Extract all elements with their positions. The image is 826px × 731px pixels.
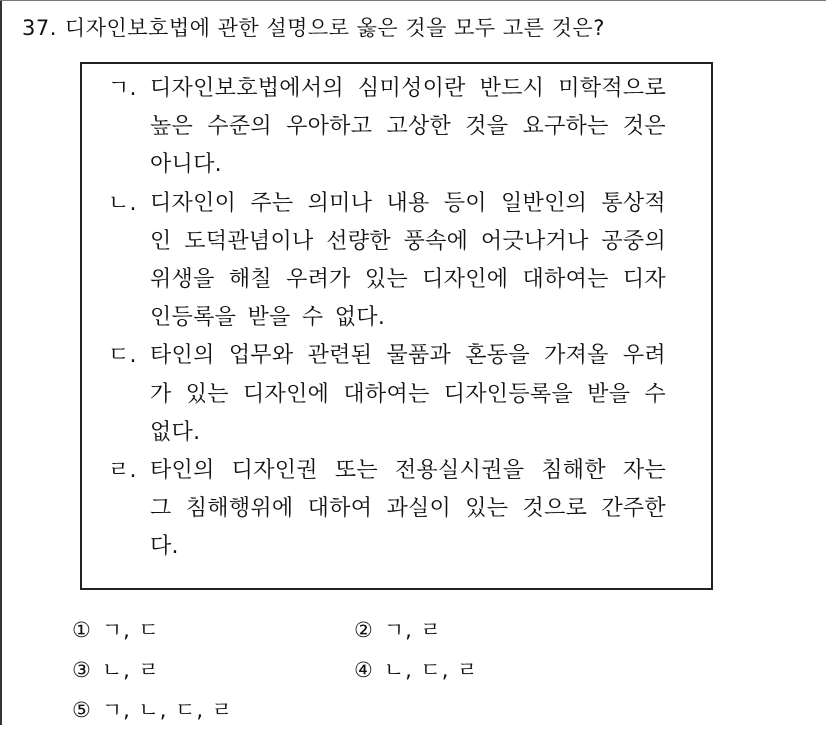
choice-text: ㄱ, ㄴ, ㄷ, ㄹ xyxy=(101,698,234,722)
answer-choice-3[interactable] xyxy=(72,650,160,691)
choice-number: ④ xyxy=(354,658,374,682)
choice-text: ㄱ, ㄹ xyxy=(383,618,442,642)
choice-text: ㄱ, ㄷ xyxy=(101,618,160,642)
choice-text: ㄴ, ㄹ xyxy=(101,658,160,682)
answer-choice-1[interactable] xyxy=(72,610,160,651)
statement-item xyxy=(108,185,666,338)
statement-item xyxy=(108,70,666,185)
page-left-border xyxy=(0,0,2,725)
question-stem xyxy=(22,12,605,44)
statement-marker: ㄴ. xyxy=(108,190,137,216)
statement-marker: ㄱ. xyxy=(108,76,137,101)
answer-choice-5[interactable] xyxy=(72,690,233,731)
statement-marker: ㄷ. xyxy=(108,343,137,369)
question-number: 37. xyxy=(22,16,57,40)
answer-choice-2[interactable] xyxy=(354,610,442,651)
statement-text: 디자인이 주는 의미나 내용 등이 일반인의 통상적인 도덕관념이나 선량한 풍속에 어긋나거나 공중의 위생을 해칠 우려가 있는 디자인에 대하여는 디자인등록을 받을 수 없다. xyxy=(150,190,666,331)
answer-choice-4[interactable] xyxy=(354,650,478,691)
statement-text: 디자인보호법에서의 심미성이란 반드시 미학적으로 높은 수준의 우아하고 고상한 것을 요구하는 것은 아니다. xyxy=(150,76,666,178)
choice-number: ① xyxy=(72,618,92,642)
choice-number: ② xyxy=(354,618,374,642)
statement-marker: ㄹ. xyxy=(108,458,137,484)
statement-item xyxy=(108,337,666,452)
page-top-border xyxy=(0,0,826,1)
question-text: 디자인보호법에 관한 설명으로 옳은 것을 모두 고른 것은? xyxy=(64,16,605,40)
choice-number: ⑤ xyxy=(72,698,92,722)
statement-box xyxy=(80,62,713,590)
statement-item xyxy=(108,452,666,567)
choice-text: ㄴ, ㄷ, ㄹ xyxy=(383,658,479,682)
statement-text: 타인의 디자인권 또는 전용실시권을 침해한 자는 그 침해행위에 대하여 과실이 있는 것으로 간주한다. xyxy=(150,458,666,560)
statement-text: 타인의 업무와 관련된 물품과 혼동을 가져올 우려가 있는 디자인에 대하여는 디자인등록을 받을 수 없다. xyxy=(150,343,666,445)
choice-number: ③ xyxy=(72,658,92,682)
